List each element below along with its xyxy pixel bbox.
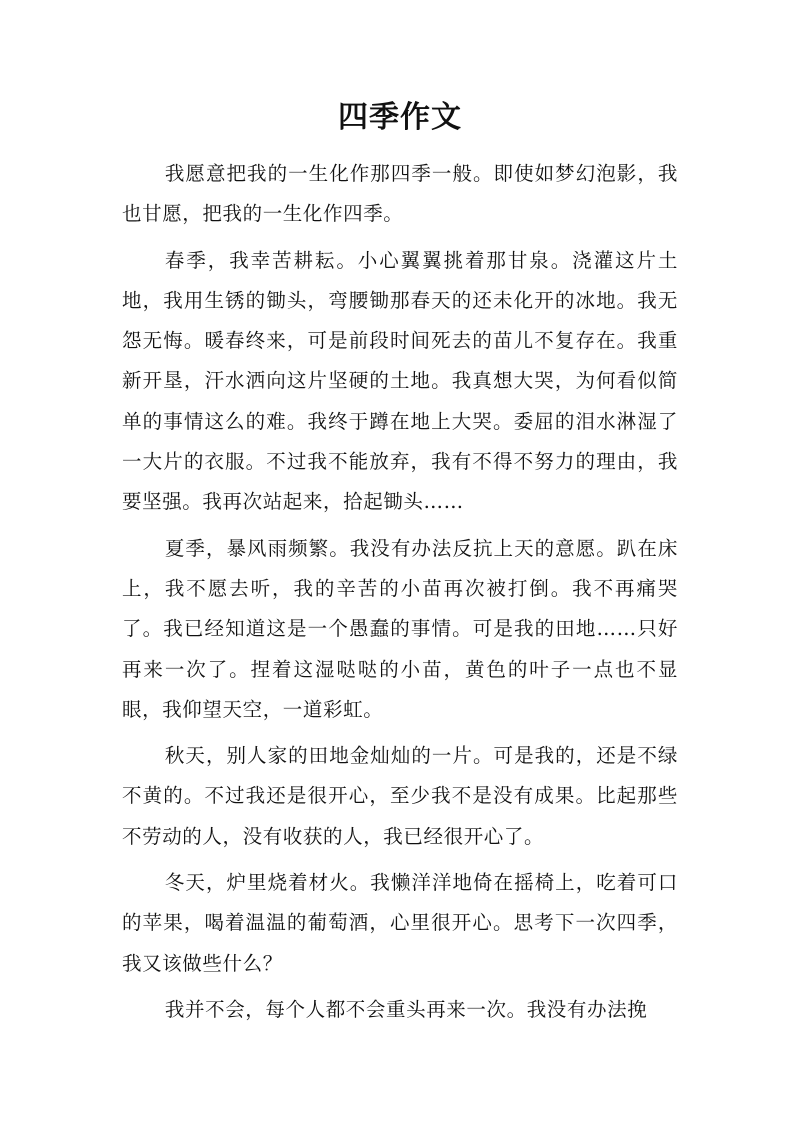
paragraph-summer: 夏季，暴风雨频繁。我没有办法反抗上天的意愿。趴在床上，我不愿去听，我的辛苦的小苗再次被打倒。我不再痛哭了。我已经知道这是一个愚蠢的事情。可是我的田地……只好再来一次了。捏着这湿哒哒的小苗，黄色的叶子一点也不显眼，我仰望天空，一道彩虹。: [122, 536, 678, 721]
document-title: 四季作文: [338, 100, 462, 135]
paragraph-intro: 我愿意把我的一生化作那四季一般。即使如梦幻泡影，我也甘愿，把我的一生化作四季。: [122, 162, 678, 226]
paragraph-closing: 我并不会，每个人都不会重头再来一次。我没有办法挽: [164, 997, 648, 1021]
paragraph-autumn: 秋天，别人家的田地金灿灿的一片。可是我的，还是不绿不黄的。不过我还是很开心，至少我不是没有成果。比起那些不劳动的人，没有收获的人，我已经很开心了。: [122, 744, 678, 848]
paragraph-winter: 冬天，炉里烧着材火。我懒洋洋地倚在摇椅上，吃着可口的苹果，喝着温温的葡萄酒，心里很开心。思考下一次四季，我又该做些什么？: [122, 871, 678, 975]
paragraph-spring: 春季，我幸苦耕耘。小心翼翼挑着那甘泉。浇灌这片土地，我用生锈的锄头，弯腰锄那春天的还未化开的冰地。我无怨无悔。暖春终来，可是前段时间死去的苗儿不复存在。我重新开垦，汗水洒向这片坚硬的土地。我真想大哭，为何看似简单的事情这么的难。我终于蹲在地上大哭。委屈的泪水淋湿了一大片的衣服。不过我不能放弃，我有不得不努力的理由，我要坚强。我再次站起来，拾起锄头……: [122, 248, 678, 514]
essay-body: [122, 154, 678, 1036]
